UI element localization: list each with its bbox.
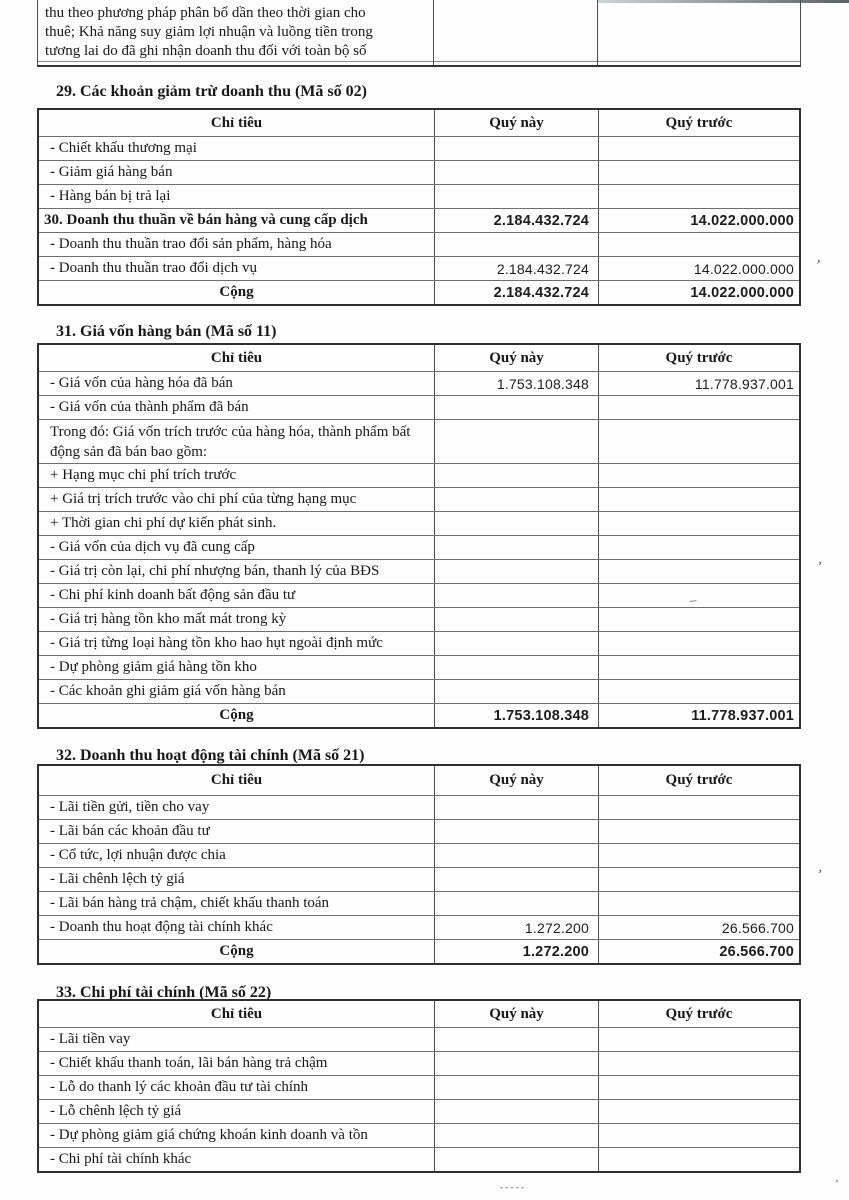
column-header-quy-truoc: Quý trước (665, 772, 733, 788)
qty-prev-cell (599, 420, 799, 463)
qty-this-cell (435, 1076, 599, 1099)
row-label-cell: - Doanh thu thuần trao đổi dịch vụ (39, 257, 435, 280)
qty-prev-cell (599, 161, 799, 184)
qty-this-value: 2.184.432.724 (493, 212, 589, 229)
table-row (39, 184, 799, 208)
qty-this-value: 1.753.108.348 (496, 375, 589, 392)
table-row (39, 679, 799, 703)
data-table (37, 999, 801, 1173)
section-heading: 33. Chi phí tài chính (Mã số 22) (56, 984, 272, 1001)
column-header-chi-tieu: Chỉ tiêu (39, 766, 435, 795)
qty-this-cell (435, 1052, 599, 1075)
fragment-line: thu theo phương pháp phân bổ dần theo thời gian cho (45, 5, 366, 21)
table-row (39, 419, 799, 463)
table-row (39, 1027, 799, 1051)
row-label-cell: Trong đó: Giá vốn trích trước của hàng hóa, thành phẩm bất động sản đã bán bao gồm: (39, 420, 435, 463)
qty-prev-cell (599, 396, 799, 419)
section-heading: 32. Doanh thu hoạt động tài chính (Mã số 21) (56, 747, 365, 764)
table-row (39, 463, 799, 487)
qty-prev-cell (599, 281, 799, 304)
table-row (39, 559, 799, 583)
qty-this-cell (435, 656, 599, 679)
table-row (39, 583, 799, 607)
row-label-cell: - Chiết khấu thanh toán, lãi bán hàng trả chậm (39, 1052, 435, 1075)
qty-this-cell (435, 372, 599, 395)
qty-this-cell (435, 868, 599, 891)
qty-prev-cell (599, 1052, 799, 1075)
row-label-cell: + Thời gian chi phí dự kiến phát sinh. (39, 512, 435, 535)
row-label-cell: - Chiết khấu thương mại (39, 137, 435, 160)
qty-this-cell (435, 1124, 599, 1147)
qty-this-cell (435, 161, 599, 184)
qty-this-cell (435, 420, 599, 463)
qty-this-cell (435, 209, 599, 232)
qty-prev-value: 14.022.000.000 (693, 260, 794, 277)
column-header-quy-nay: Quý này (435, 1001, 599, 1027)
table-row (39, 1147, 799, 1171)
qty-prev-cell (599, 656, 799, 679)
continued-table-fragment (37, 0, 801, 67)
table-header-row (39, 345, 799, 371)
row-label-cell: - Giá vốn của dịch vụ đã cung cấp (39, 536, 435, 559)
qty-prev-cell (599, 464, 799, 487)
qty-prev-cell (599, 584, 799, 607)
table-row (39, 511, 799, 535)
qty-this-cell (435, 281, 599, 304)
qty-prev-cell (599, 868, 799, 891)
qty-prev-cell (599, 844, 799, 867)
row-label-cell: - Chi phí tài chính khác (39, 1148, 435, 1171)
row-label-cell: + Hạng mục chi phí trích trước (39, 464, 435, 487)
row-label-cell: 30. Doanh thu thuần về bán hàng và cung cấp dịch (39, 209, 435, 232)
data-table (37, 108, 801, 306)
row-label-cell: - Giá vốn của thành phẩm đã bán (39, 396, 435, 419)
qty-this-value: 1.753.108.348 (493, 707, 589, 724)
table-row (39, 160, 799, 184)
qty-this-cell (435, 1028, 599, 1051)
row-label-cell: - Chi phí kinh doanh bất động sản đầu tư (39, 584, 435, 607)
row-label-cell: - Lỗ chênh lệch tỷ giá (39, 1100, 435, 1123)
qty-this-cell (435, 892, 599, 915)
table-row (39, 631, 799, 655)
column-header-chi-tieu: Chỉ tiêu (39, 345, 435, 371)
column-header-quy-nay: Quý này (435, 345, 599, 371)
qty-this-cell (435, 560, 599, 583)
table-row (39, 1051, 799, 1075)
qty-this-cell (435, 464, 599, 487)
column-header-chi-tieu: Chỉ tiêu (39, 110, 435, 136)
row-label-cell: - Lãi tiền vay (39, 1028, 435, 1051)
qty-this-cell (435, 844, 599, 867)
qty-prev-cell (599, 916, 799, 939)
qty-this-cell (435, 608, 599, 631)
qty-prev-cell (599, 1100, 799, 1123)
table-row (39, 280, 799, 304)
qty-prev-cell (599, 940, 799, 963)
qty-this-cell (435, 584, 599, 607)
row-label-cell: - Lãi chênh lệch tỷ giá (39, 868, 435, 891)
qty-this-cell (435, 1148, 599, 1171)
qty-prev-cell (599, 512, 799, 535)
table-row (39, 843, 799, 867)
table-row (39, 891, 799, 915)
qty-prev-cell (599, 209, 799, 232)
qty-this-cell (435, 233, 599, 256)
qty-this-cell (435, 916, 599, 939)
column-header-quy-truoc: Quý trước (665, 1005, 733, 1022)
table-row (39, 939, 799, 963)
row-label-cell: - Lãi bán các khoản đầu tư (39, 820, 435, 843)
qty-this-cell (435, 820, 599, 843)
table-row (39, 256, 799, 280)
row-label-cell: - Dự phòng giảm giá chứng khoán kinh doanh và tồn (39, 1124, 435, 1147)
table-row (39, 371, 799, 395)
column-header-quy-truoc: Quý trước (665, 349, 733, 366)
column-header-quy-nay: Quý này (435, 766, 599, 795)
row-label-cell: - Giá vốn của hàng hóa đã bán (39, 372, 435, 395)
qty-prev-value: 14.022.000.000 (690, 284, 794, 301)
row-label-cell: - Doanh thu hoạt động tài chính khác (39, 916, 435, 939)
section-heading: 29. Các khoản giảm trừ doanh thu (Mã số 02) (56, 83, 367, 100)
row-label-cell: - Cổ tức, lợi nhuận được chia (39, 844, 435, 867)
qty-this-value: 1.272.200 (524, 919, 589, 936)
qty-this-cell (435, 704, 599, 727)
table-row (39, 208, 799, 232)
qty-this-value: 2.184.432.724 (493, 284, 589, 301)
table-row (39, 1075, 799, 1099)
qty-this-cell (435, 940, 599, 963)
table-row-divider (38, 61, 800, 62)
table-header-row (39, 110, 799, 136)
row-label-cell: - Dự phòng giảm giá hàng tồn kho (39, 656, 435, 679)
column-header-quy-truoc: Quý trước (665, 114, 733, 131)
row-label-cell: - Giá trị hàng tồn kho mất mát trong kỳ (39, 608, 435, 631)
scan-artifact: ’ (813, 257, 822, 275)
row-label-cell: - Hàng bán bị trả lại (39, 185, 435, 208)
qty-prev-cell (599, 233, 799, 256)
fragment-note-text (45, 4, 427, 61)
table-row (39, 136, 799, 160)
row-label-cell: Cộng (39, 940, 435, 963)
row-label-cell: - Giảm giá hàng bán (39, 161, 435, 184)
table-row (39, 819, 799, 843)
qty-prev-cell (599, 1028, 799, 1051)
table-row (39, 232, 799, 256)
qty-prev-cell (599, 820, 799, 843)
qty-prev-cell (599, 608, 799, 631)
row-label-cell: - Giá trị còn lại, chi phí nhượng bán, thanh lý của BĐS (39, 560, 435, 583)
qty-this-cell (435, 632, 599, 655)
row-label-cell: Cộng (39, 704, 435, 727)
qty-prev-value: 26.566.700 (719, 943, 794, 960)
scan-artifact: ʼ (835, 1178, 839, 1190)
section-heading: 31. Giá vốn hàng bán (Mã số 11) (56, 323, 277, 340)
qty-this-cell (435, 536, 599, 559)
row-label-cell: + Giá trị trích trước vào chi phí của từng hạng mục (39, 488, 435, 511)
qty-this-cell (435, 185, 599, 208)
row-label-cell: - Giá trị từng loại hàng tồn kho hao hụt ngoài định mức (39, 632, 435, 655)
qty-prev-value: 14.022.000.000 (690, 212, 794, 229)
qty-this-value: 2.184.432.724 (496, 260, 589, 277)
qty-this-cell (435, 1100, 599, 1123)
table-row (39, 915, 799, 939)
qty-prev-cell (599, 892, 799, 915)
qty-this-cell (435, 796, 599, 819)
scan-artifact: ‐ ‐ ‐ ‐ ‐ (500, 1182, 524, 1192)
fragment-line: thuê; Khả năng suy giảm lợi nhuận và luồng tiền trong (45, 24, 373, 40)
row-label-cell: - Doanh thu thuần trao đổi sản phẩm, hàng hóa (39, 233, 435, 256)
qty-this-cell (435, 680, 599, 703)
qty-prev-cell (599, 536, 799, 559)
qty-prev-cell (599, 1076, 799, 1099)
table-row (39, 535, 799, 559)
qty-prev-cell (599, 704, 799, 727)
table-row (39, 867, 799, 891)
table-header-row (39, 766, 799, 795)
qty-this-cell (435, 396, 599, 419)
column-divider (433, 0, 434, 65)
qty-this-value: 1.272.200 (522, 943, 589, 960)
column-divider (597, 0, 598, 65)
table-header-row (39, 1001, 799, 1027)
scan-artifact: – (689, 591, 698, 608)
data-table (37, 764, 801, 965)
column-header-chi-tieu: Chỉ tiêu (39, 1001, 435, 1027)
qty-prev-value: 11.778.937.001 (691, 707, 794, 724)
qty-this-cell (435, 257, 599, 280)
table-row (39, 487, 799, 511)
qty-prev-cell (599, 560, 799, 583)
qty-prev-cell (599, 257, 799, 280)
row-label-cell: - Lãi bán hàng trả chậm, chiết khấu thanh toán (39, 892, 435, 915)
table-row (39, 655, 799, 679)
table-row (39, 795, 799, 819)
row-label-cell: - Các khoản ghi giảm giá vốn hàng bán (39, 680, 435, 703)
qty-prev-cell (599, 137, 799, 160)
fragment-line: tương lai do đã ghi nhận doanh thu đối với toàn bộ số (45, 43, 367, 59)
qty-this-cell (435, 512, 599, 535)
qty-prev-cell (599, 632, 799, 655)
data-table (37, 343, 801, 729)
qty-prev-cell (599, 796, 799, 819)
qty-prev-cell (599, 185, 799, 208)
qty-prev-cell (599, 488, 799, 511)
qty-this-cell (435, 137, 599, 160)
row-label-cell: - Lãi tiền gửi, tiền cho vay (39, 796, 435, 819)
qty-prev-cell (599, 680, 799, 703)
qty-this-cell (435, 488, 599, 511)
table-row (39, 1099, 799, 1123)
qty-prev-cell (599, 1124, 799, 1147)
qty-prev-value: 11.778.937.001 (694, 375, 794, 392)
qty-prev-cell (599, 1148, 799, 1171)
qty-prev-cell (599, 372, 799, 395)
row-label-cell: Cộng (39, 281, 435, 304)
qty-prev-value: 26.566.700 (721, 919, 794, 936)
table-row (39, 1123, 799, 1147)
column-header-quy-nay: Quý này (435, 110, 599, 136)
row-label-cell: - Lỗ do thanh lý các khoản đầu tư tài chính (39, 1076, 435, 1099)
scan-artifact: ’ (816, 867, 823, 884)
scan-artifact: ’ (816, 559, 823, 576)
table-row (39, 703, 799, 727)
table-row (39, 395, 799, 419)
table-row (39, 607, 799, 631)
